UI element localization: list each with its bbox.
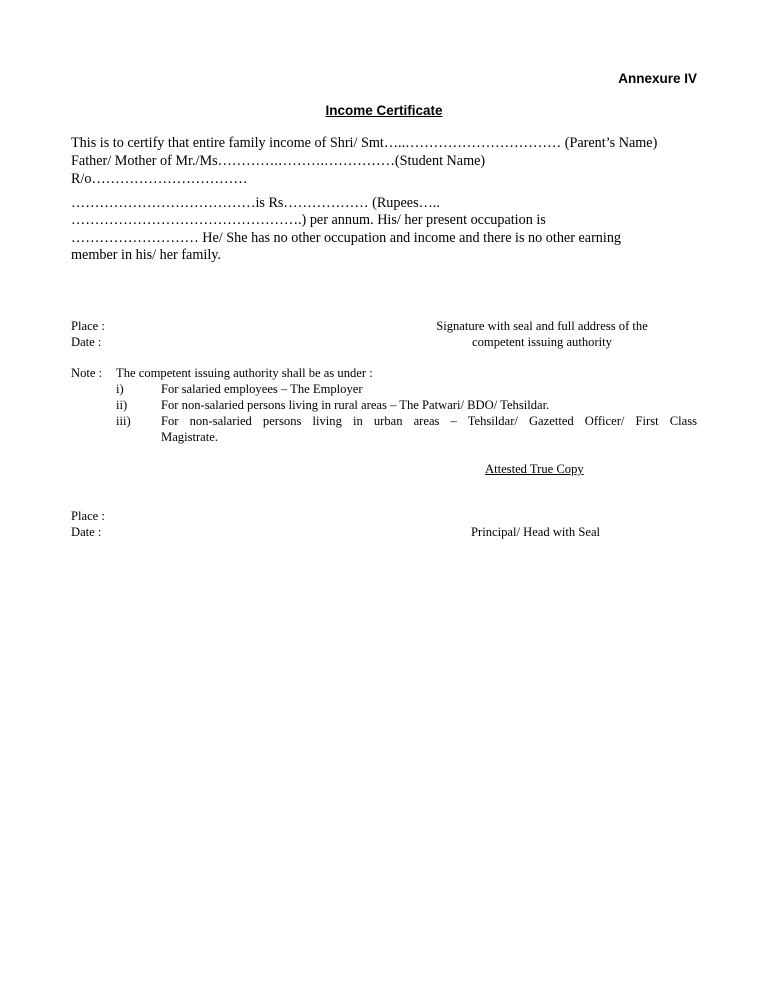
note-item-number: iii) bbox=[116, 414, 131, 428]
note-item-text: For non-salaried persons living in rural areas – The Patwari/ BDO/ Tehsildar. bbox=[161, 398, 550, 412]
paragraph-line-3: R/o…………………………… bbox=[71, 171, 248, 187]
note-label: Note : bbox=[71, 366, 103, 380]
paragraph-line-5: ………………………………………….) per annum. His/ her present occupation is bbox=[71, 212, 546, 228]
note-item-continuation: Magistrate. bbox=[161, 430, 219, 444]
signature-line-2: competent issuing authority bbox=[472, 335, 612, 349]
paragraph-line-1: This is to certify that entire family income of Shri/ Smt…..…………………………… (Parent’s Name) bbox=[71, 135, 658, 151]
certificate-title: Income Certificate bbox=[325, 103, 443, 118]
annexure-label: Annexure IV bbox=[618, 71, 697, 86]
note-item-number: i) bbox=[116, 382, 124, 396]
place-label: Place : bbox=[71, 319, 105, 333]
date-label: Date : bbox=[71, 335, 102, 349]
paragraph-line-7: member in his/ her family. bbox=[71, 247, 221, 263]
footer-date-label: Date : bbox=[71, 525, 102, 539]
footer-place-label: Place : bbox=[71, 509, 105, 523]
principal-signature: Principal/ Head with Seal bbox=[471, 525, 601, 539]
note-item-text: For salaried employees – The Employer bbox=[161, 382, 363, 396]
paragraph-line-2: Father/ Mother of Mr./Ms………….……….……………(Student Name) bbox=[71, 153, 486, 169]
note-item-text: For non-salaried persons living in urban areas – Tehsildar/ Gazetted Officer/ First Class bbox=[161, 414, 697, 428]
paragraph-line-6: ……………………… He/ She has no other occupation and income and there is no other earning bbox=[71, 230, 622, 246]
note-item-number: ii) bbox=[116, 398, 128, 412]
attested-true-copy: Attested True Copy bbox=[485, 462, 584, 476]
signature-line-1: Signature with seal and full address of the bbox=[436, 319, 648, 333]
note-intro: The competent issuing authority shall be as under : bbox=[116, 366, 373, 380]
paragraph-line-4: …………………………………is Rs……………… (Rupees….. bbox=[71, 195, 440, 211]
